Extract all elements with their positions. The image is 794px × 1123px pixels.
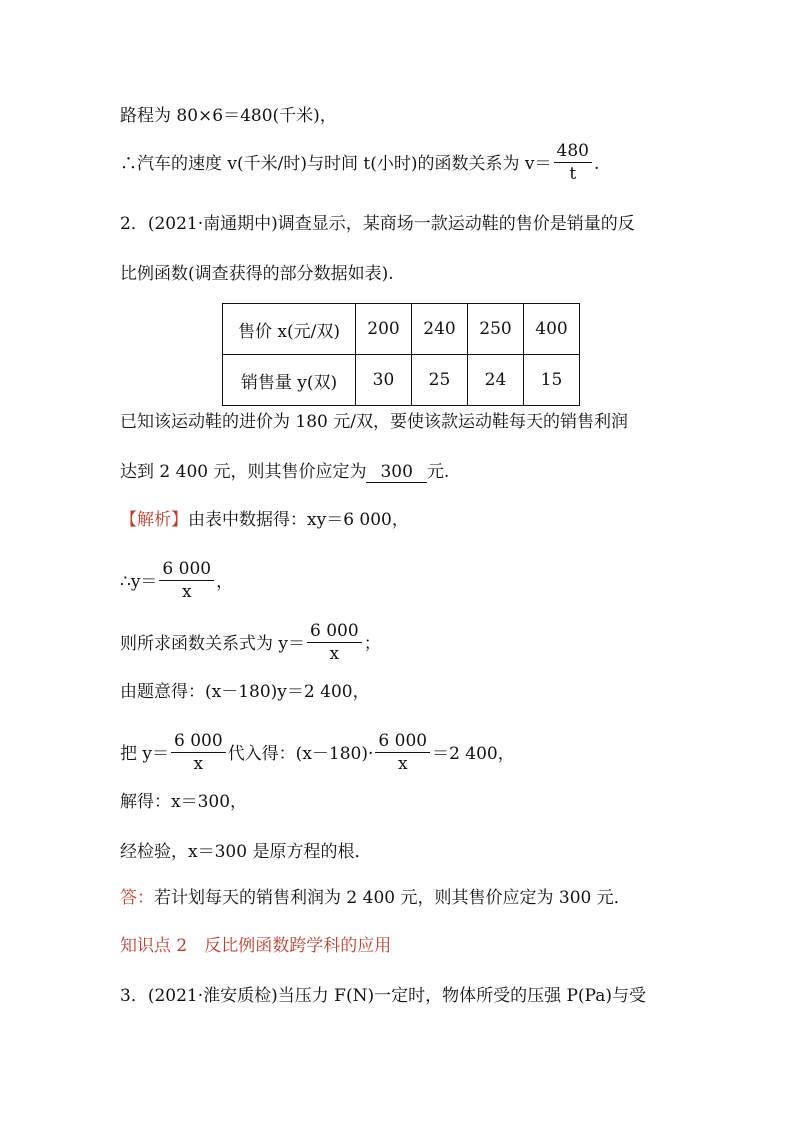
fraction: [159, 558, 214, 603]
text-segment: 则所求函数关系式为 y＝: [120, 634, 306, 654]
text-line: 经检验，x＝300 是原方程的根．: [120, 842, 372, 862]
analysis-line: [120, 508, 409, 532]
text-segment: 由表中数据得：xy＝6 000，: [188, 510, 409, 530]
table-row: [223, 304, 580, 355]
formula-line: [120, 560, 233, 605]
question-3-line-1: 3．(2021·淮安质检)当压力 F(N)一定时，物体所受的压强 P(Pa)与受: [120, 986, 647, 1006]
fraction-denominator: x: [397, 754, 408, 774]
answer-line: [120, 886, 631, 910]
text-segment: ∴汽车的速度 v(千米/时)与时间 t(小时)的函数关系为 v＝: [120, 154, 552, 174]
table-cell: 200: [356, 304, 412, 355]
table-row-header: 销售量 y(双): [223, 355, 356, 406]
question-2-line-1: 2．(2021·南通期中)调查显示，某商场一款运动鞋的售价是销量的反: [120, 214, 635, 234]
answer-blank: 300: [366, 462, 426, 483]
text-segment: ∴y＝: [120, 572, 158, 592]
text-segment: 达到 2 400 元，则其售价应定为: [120, 462, 367, 482]
table-cell: 15: [524, 355, 580, 406]
fraction-numerator: 6 000: [375, 730, 430, 753]
formula-line: [120, 622, 381, 667]
text-segment: 元.: [426, 462, 450, 482]
table-cell: 400: [524, 304, 580, 355]
table-cell: 240: [412, 304, 468, 355]
fraction: [375, 730, 430, 775]
text-segment: ；: [363, 634, 381, 654]
text-segment: 把 y＝: [120, 744, 170, 764]
fraction: [554, 140, 592, 185]
fraction-numerator: 6 000: [159, 558, 214, 581]
question-2-line-3: 已知该运动鞋的进价为 180 元/双，要使该款运动鞋每天的销售利润: [120, 412, 628, 432]
analysis-tag: 【解析】: [120, 510, 188, 530]
data-table: [222, 303, 580, 406]
table-row-header: 售价 x(元/双): [223, 304, 356, 355]
fraction: [307, 620, 362, 665]
text-segment: .: [593, 154, 600, 174]
fraction-denominator: x: [181, 582, 192, 602]
section-heading: 知识点 2 反比例函数跨学科的应用: [120, 936, 392, 956]
table-cell: 25: [412, 355, 468, 406]
text-line: 路程为 80×6＝480(千米)，: [120, 106, 337, 126]
question-2-line-4: [120, 460, 449, 484]
fraction-denominator: x: [193, 754, 204, 774]
text-segment: ，: [216, 572, 234, 592]
fraction-numerator: 480: [554, 140, 592, 163]
text-segment: ＝2 400，: [432, 744, 515, 764]
answer-tag: 答：: [120, 888, 154, 908]
table-cell: 250: [468, 304, 524, 355]
text-segment: 若计划每天的销售利润为 2 400 元，则其售价应定为 300 元．: [154, 888, 631, 908]
formula-line: [120, 142, 599, 187]
fraction-denominator: x: [329, 644, 340, 664]
question-2-line-2: 比例函数(调查获得的部分数据如表).: [120, 264, 394, 284]
fraction: [171, 730, 226, 775]
text-line: 解得：x＝300，: [120, 792, 248, 812]
fraction-numerator: 6 000: [171, 730, 226, 753]
formula-line: [120, 732, 515, 777]
table-cell: 30: [356, 355, 412, 406]
fraction-numerator: 6 000: [307, 620, 362, 643]
table-row: [223, 355, 580, 406]
text-segment: 代入得：(x－180)·: [227, 744, 374, 764]
table-cell: 24: [468, 355, 524, 406]
text-line: 由题意得：(x－180)y＝2 400，: [120, 682, 370, 702]
fraction-denominator: t: [569, 164, 577, 184]
